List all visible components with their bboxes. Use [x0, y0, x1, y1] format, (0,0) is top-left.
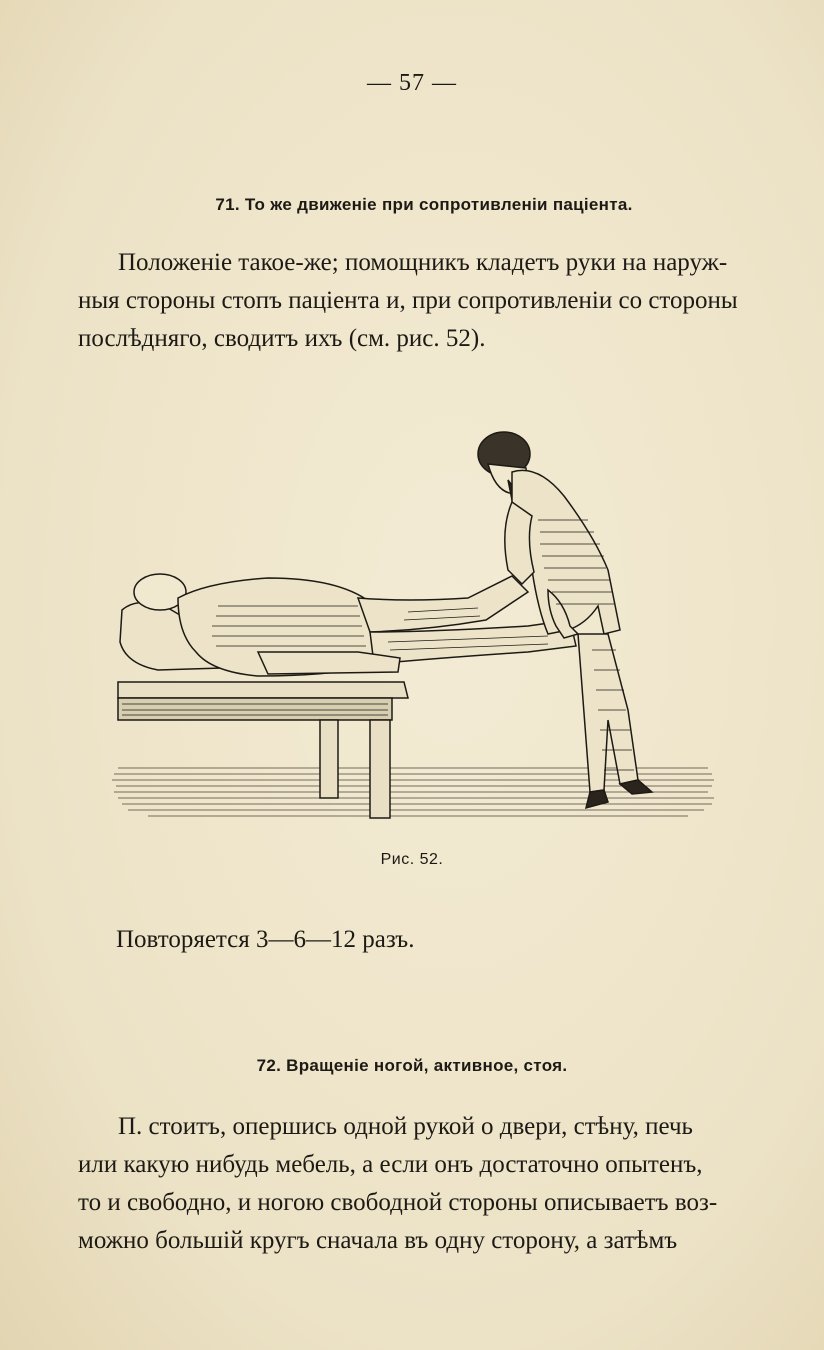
standing-assistant	[478, 432, 652, 808]
paragraph-71	[78, 244, 768, 358]
paragraph-line: можно большій кругъ сначала въ одну сторону, а затѣмъ	[78, 1227, 678, 1254]
paragraph-line: П. стоитъ, опершись одной рукой о двери, стѣну, печь	[118, 1113, 693, 1140]
paragraph-72	[78, 1108, 768, 1260]
section-heading-71: 71. То же движеніе при сопротивленіи паціента.	[215, 195, 633, 214]
paragraph-line: или какую нибудь мебель, а если онъ достаточно опытенъ,	[78, 1151, 703, 1178]
paragraph-line: послѣдняго, сводитъ ихъ (см. рис. 52).	[78, 325, 486, 352]
paragraph-line: Положеніе такое-же; помощникъ кладетъ руки на наруж-	[118, 249, 728, 276]
section-heading-72: 72. Вращеніе ногой, активное, стоя.	[256, 1056, 568, 1075]
paragraph-line: ныя стороны стопъ паціента и, при сопротивленіи со стороны	[78, 287, 738, 314]
paragraph-line: то и свободно, и ногою свободной стороны описываетъ воз-	[78, 1189, 718, 1216]
repeat-instruction: Повторяется 3—6—12 разъ.	[116, 926, 415, 953]
page-number: — 57 —	[367, 70, 457, 96]
figure-caption: Рис. 52.	[380, 851, 444, 868]
illustration-figure-52	[108, 420, 720, 830]
